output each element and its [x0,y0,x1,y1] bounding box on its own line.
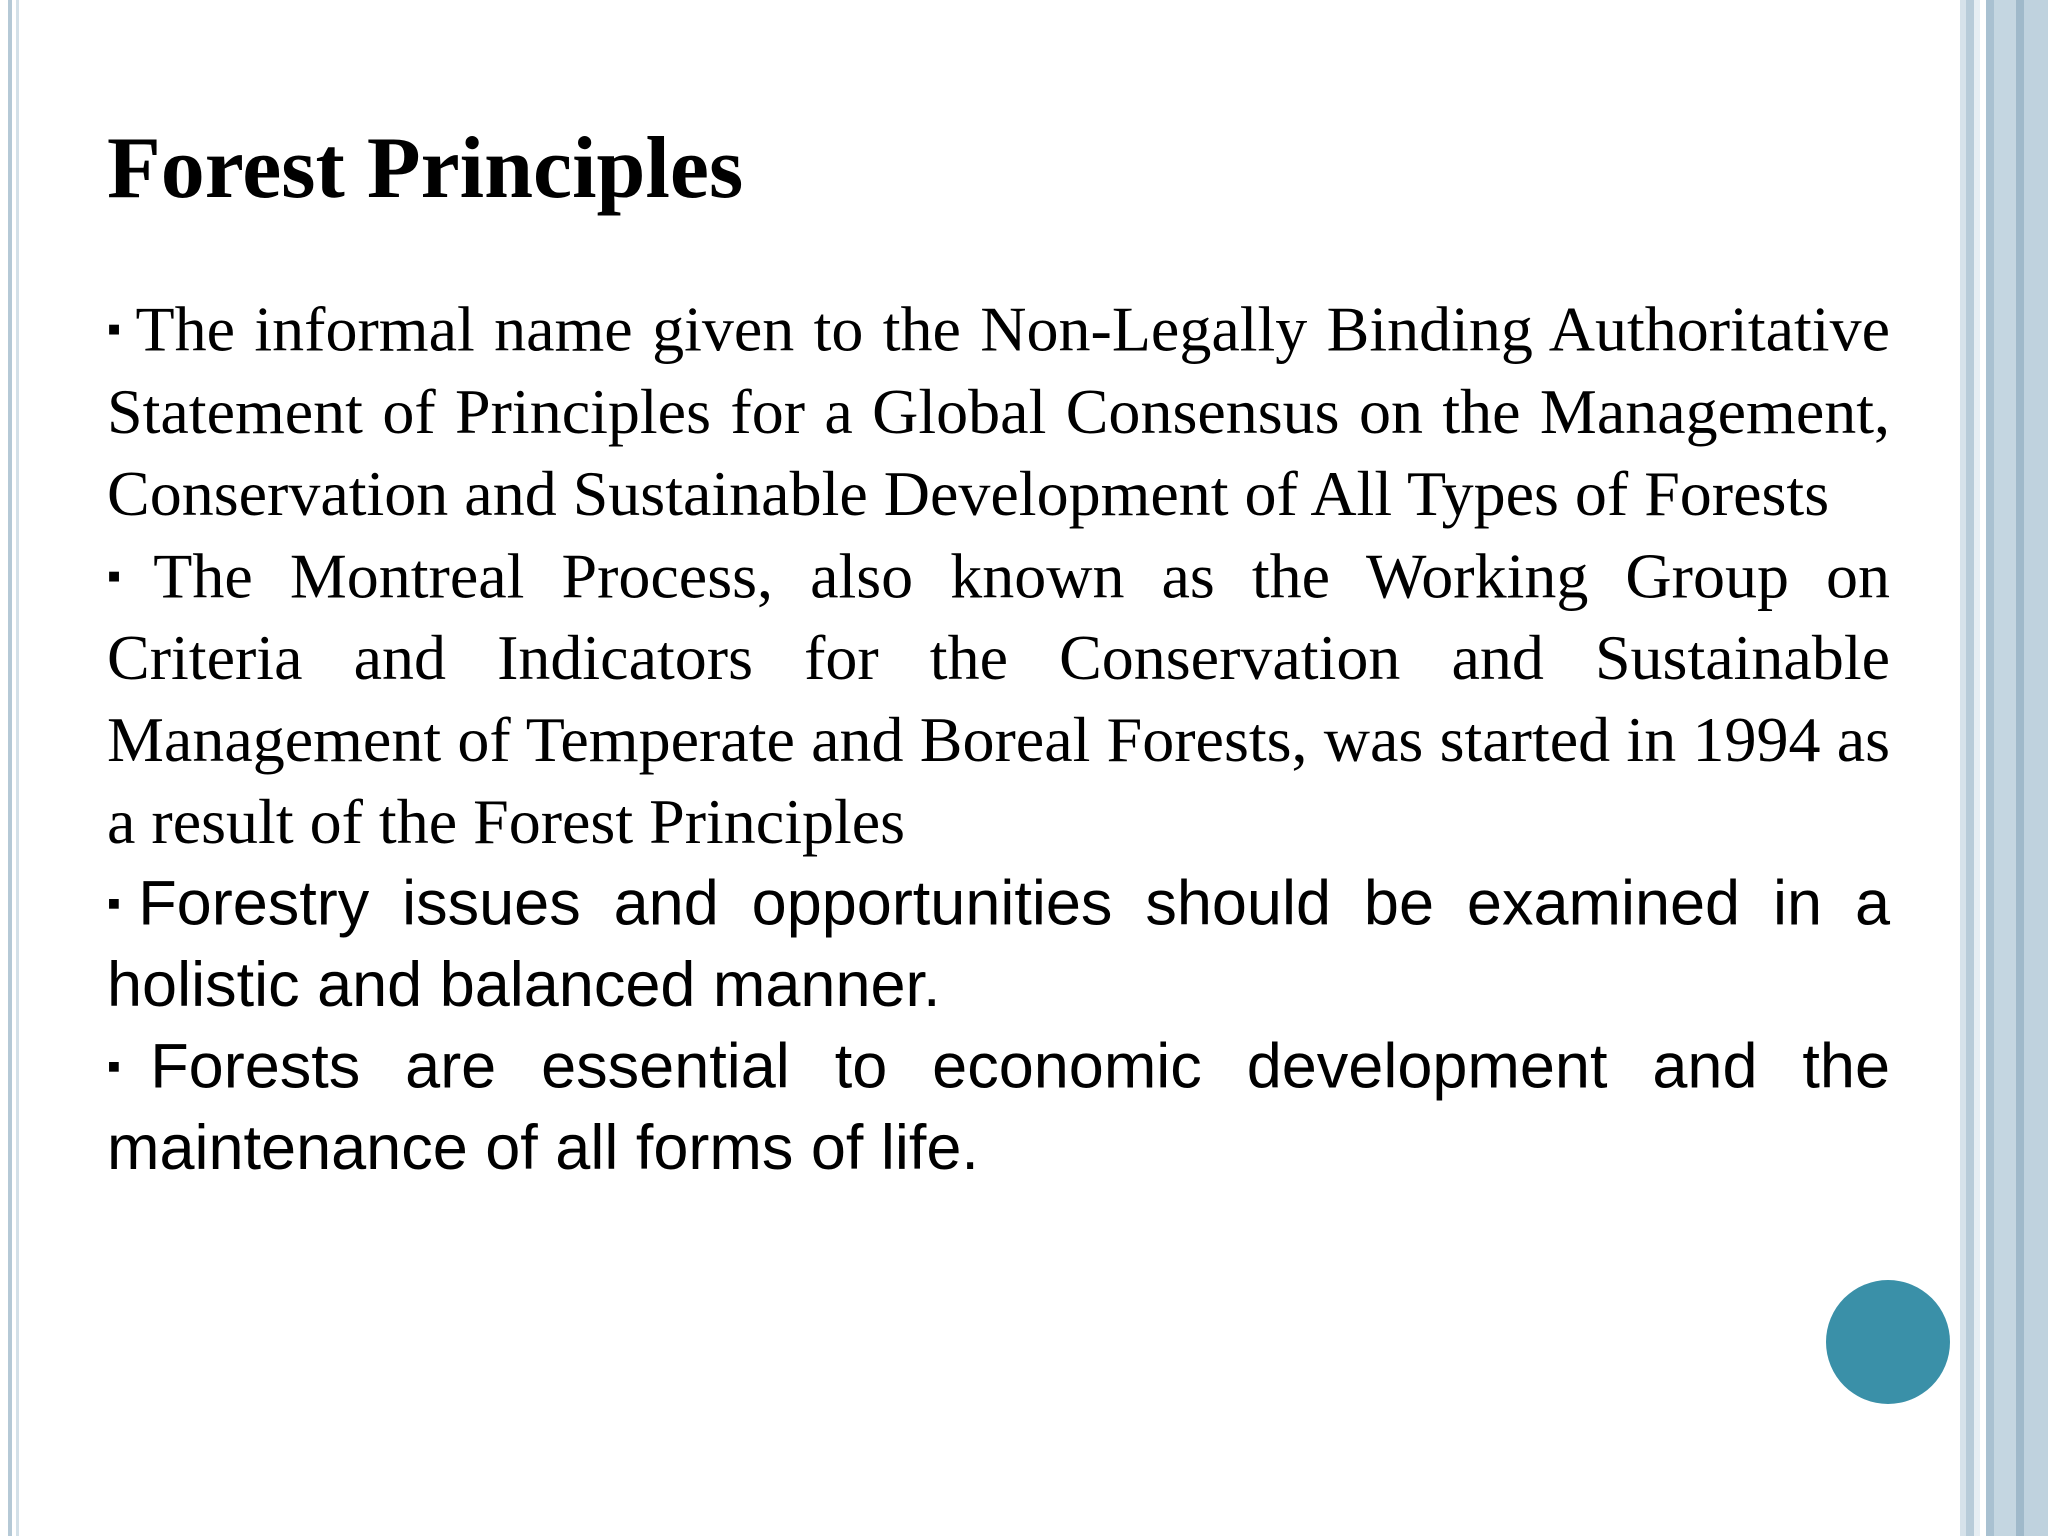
bullet-text: Forestry issues and opportunities should be examined in a holistic and balanced manner. [107,869,1890,1021]
slide-title: Forest Principles [107,120,744,217]
bullet-item [107,863,1890,1026]
bullet-marker: ▪ [107,307,125,351]
bullet-item [107,288,1890,535]
bullet-item [107,1026,1890,1189]
right-decorative-band [2024,0,2048,1536]
right-decorative-band [2016,0,2024,1536]
right-decorative-band [1994,0,2016,1536]
bullet-text: The Montreal Process, also known as the Working Group on Criteria and Indicators for the Conservation and Sustainable Management of Temperate and Boreal Forests, was started in 1994 as a result of the Forest Principles [107,540,1890,858]
bullet-text: The informal name given to the Non-Legally Binding Authoritative Statement of Principles for a Global Consensus on the Management, Conservation and Sustainable Development of All Types of Forests [107,293,1890,529]
right-decorative-band [1966,0,1974,1536]
left-border-line [8,0,12,1536]
right-decorative-band [1974,0,1980,1536]
slide-body [107,288,1890,1189]
bullet-item [107,535,1890,864]
bullet-marker: ▪ [107,553,143,598]
bullet-marker: ▪ [107,882,137,926]
bullet-marker: ▪ [107,1045,149,1089]
left-border-line-inner [16,0,19,1536]
bullet-text: Forests are essential to economic development and the maintenance of all forms of life. [107,1031,1890,1183]
accent-circle [1826,1280,1950,1404]
right-decorative-band [1986,0,1994,1536]
